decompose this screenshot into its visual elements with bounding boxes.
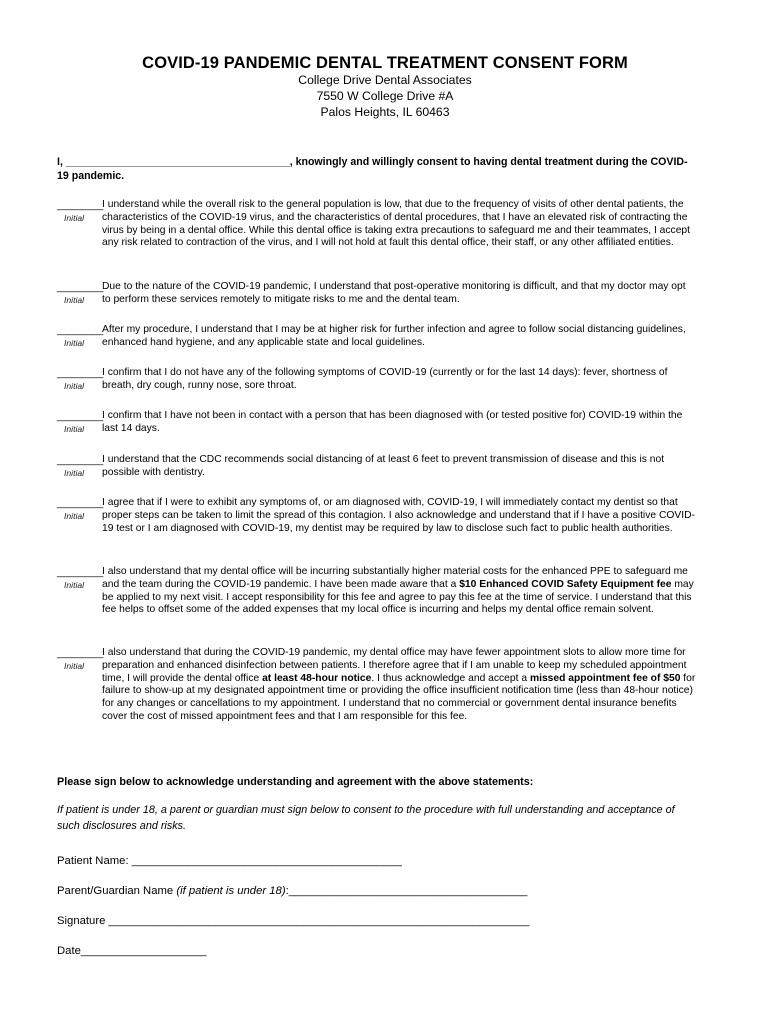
initial-blank[interactable]: ________ (57, 498, 104, 509)
initial-blank[interactable]: ________ (57, 200, 104, 211)
practice-street: 7550 W College Drive #A (316, 89, 454, 103)
ppe-fee-bold: $10 Enhanced COVID Safety Equipment fee (459, 578, 672, 590)
consent-item-text: After my procedure, I understand that I may be at higher risk for further infection and agree to follow social distancing guidelines, enhanced hand hygiene, and any applicable state and local guidelines. (102, 324, 686, 348)
missed-text-post: for failure to show-up at my designated appointment time or providing the office insufficient notification time (less than 48-hour notice) for any changes or cancellations to my appointment. I understand that no commercial or government dental insurance benefits cover the cost of missed appointment fees and that I am responsible for this fee. (102, 672, 696, 722)
missed-text-pre: I also understand that during the COVID-19 pandemic, my dental office may have fewer appointment slots to allow more time for preparation and enhanced disinfection between patients. I therefore agree that if I am unable to keep my scheduled appointment time, I will provide the dental office (102, 647, 687, 684)
initial-blank[interactable]: ________ (57, 455, 104, 466)
minor-consent-note: If patient is under 18, a parent or guardian must sign below to consent to the procedure with full understanding and acceptance of such disclosures and risks. (57, 804, 675, 832)
guardian-name-field[interactable] (57, 885, 527, 897)
form-title: COVID-19 PANDEMIC DENTAL TREATMENT CONSENT FORM (142, 54, 628, 72)
initial-label: Initial (64, 580, 85, 590)
initial-label: Initial (64, 661, 85, 671)
guardian-line: :______________________________________ (285, 885, 528, 897)
initial-label: Initial (64, 213, 85, 223)
signature-field[interactable]: Signature ___________________________________________________________________ (57, 915, 530, 927)
notice-bold: at least 48-hour notice (262, 672, 372, 684)
missed-text-mid: . I thus acknowledge and accept a (371, 672, 530, 684)
initial-blank[interactable]: ________ (57, 411, 104, 422)
consent-item-text: I confirm that I have not been in contact with a person that has been diagnosed with (or tested positive for) COVID-19 within the last 14 days. (102, 410, 683, 434)
initial-blank[interactable]: ________ (57, 567, 104, 578)
consent-intro: I, ______________________________________, knowingly and willingly consent to having dental treatment during the COVID-19 pandemic. (57, 156, 688, 182)
ppe-text-pre: I also understand that my dental office will be incurring substantially higher material costs for the enhanced PPE to safeguard me and the team during the COVID-19 pandemic. I have been made aware that a (102, 566, 688, 590)
consent-item-text (102, 566, 697, 617)
signature-heading: Please sign below to acknowledge understanding and agreement with the above statements: (57, 776, 534, 788)
initial-label: Initial (64, 424, 85, 434)
consent-item-text: I confirm that I do not have any of the following symptoms of COVID-19 (currently or for the last 14 days): fever, shortness of breath, dry cough, runny nose, sore throat. (102, 367, 668, 391)
patient-name-field[interactable]: Patient Name: ___________________________________________ (57, 855, 402, 867)
ppe-text-post: may be applied to my next visit. I accept responsibility for this fee and agree to pay this fee at the time of service. I understand that this fee helps to offset some of the added expenses that my local office is incurring and helps my dental office remain solvent. (102, 578, 694, 616)
initial-blank[interactable]: ________ (57, 282, 104, 293)
practice-name: College Drive Dental Associates (298, 73, 472, 87)
initial-blank[interactable]: ________ (57, 368, 104, 379)
guardian-condition: (if patient is under 18) (176, 885, 286, 897)
initial-label: Initial (64, 381, 85, 391)
missed-fee-bold: missed appointment fee of $50 (529, 672, 681, 684)
initial-label: Initial (64, 295, 85, 305)
consent-item-text: I agree that if I were to exhibit any symptoms of, or am diagnosed with, COVID-19, I will immediately contact my dentist so that proper steps can be taken to limit the spread of this contagion. I also acknowledge and understand that if I have a positive COVID-19 test or I am diagnosed with COVID-19, my dentist may be required by law to disclose such fact to public health authorities. (102, 497, 695, 534)
initial-blank[interactable]: ________ (57, 648, 104, 659)
date-field[interactable]: Date____________________ (57, 945, 207, 957)
initial-blank[interactable]: ________ (57, 325, 104, 336)
initial-label: Initial (64, 511, 85, 521)
consent-item-text: I understand that the CDC recommends social distancing of at least 6 feet to prevent transmission of disease and this is not possible with dentistry. (102, 454, 665, 478)
initial-label: Initial (64, 338, 85, 348)
practice-city: Palos Heights, IL 60463 (320, 105, 450, 119)
consent-item-text (102, 647, 697, 724)
guardian-label: Parent/Guardian Name (57, 885, 177, 897)
initial-label: Initial (64, 468, 85, 478)
consent-item-text: Due to the nature of the COVID-19 pandemic, I understand that post-operative monitoring is difficult, and that my doctor may opt to perform these services remotely to mitigate risks to me and the dental team. (102, 281, 686, 305)
consent-item-text: I understand while the overall risk to the general population is low, that due to the frequency of visits of other dental patients, the characteristics of the COVID-19 virus, and the characteristics of dental procedures, that I have an elevated risk of contracting the virus by being in a dental office. While this dental office is taking extra precautions to safeguard me and their teammates, I accept any risk related to contraction of the virus, and I will not hold at fault this dental office, their staff, or any other affiliated entities. (102, 199, 691, 249)
